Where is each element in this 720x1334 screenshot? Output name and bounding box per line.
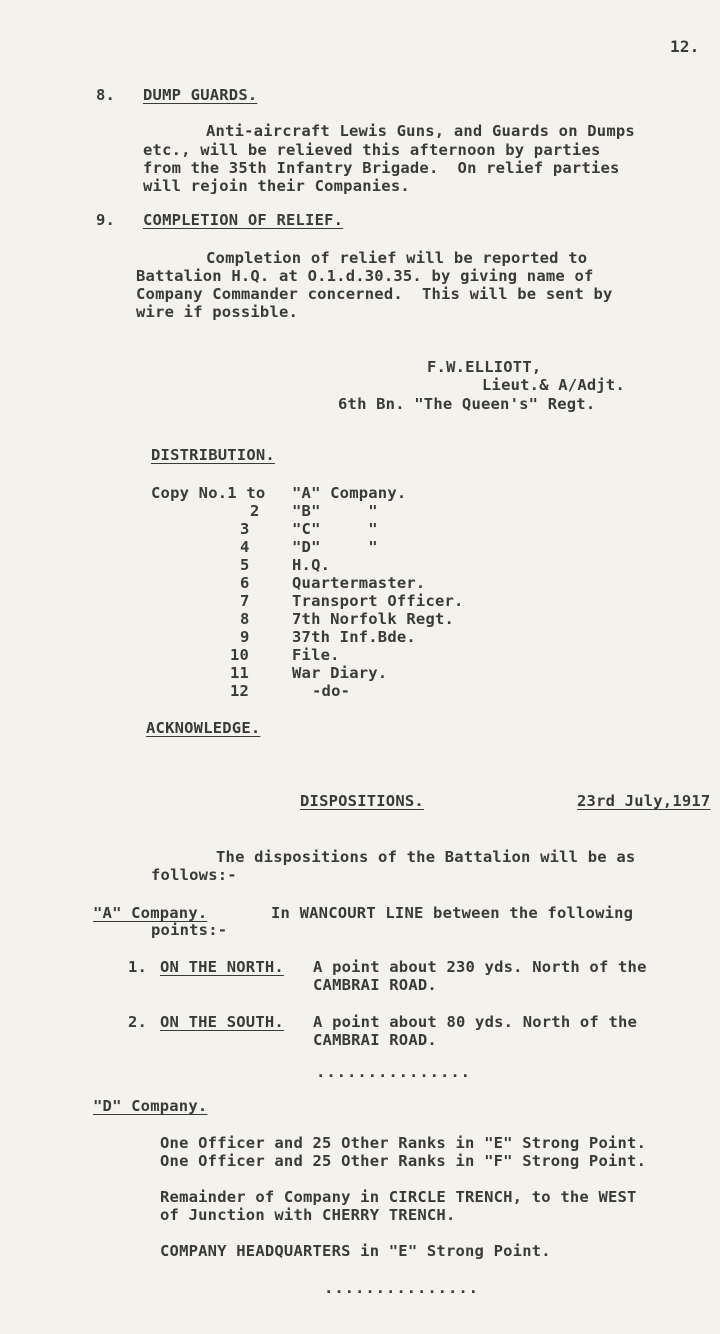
dispositions-title: DISPOSITIONS. [300, 792, 424, 810]
acknowledge-heading: ACKNOWLEDGE. [146, 719, 261, 737]
d-company-text: One Officer and 25 Other Ranks in "F" Strong Point. [160, 1152, 647, 1170]
d-company-label: "D" Company. [93, 1097, 208, 1115]
distribution-recipient: "A" Company. [292, 484, 407, 502]
signature-rank: Lieut.& A/Adjt. [482, 376, 625, 394]
distribution-recipient: Transport Officer. [292, 592, 464, 610]
a-company-text: points:- [151, 921, 228, 939]
point-label: ON THE SOUTH. [160, 1013, 284, 1031]
point-number: 1. [128, 958, 148, 976]
section-9-line: wire if possible. [136, 303, 299, 321]
section-9-line: Battalion H.Q. at O.1.d.30.35. by giving name of [136, 267, 594, 285]
distribution-recipient: "C" " [292, 520, 378, 538]
separator-dots: ............... [316, 1063, 471, 1081]
distribution-recipient: "D" " [292, 538, 378, 556]
signature-name: F.W.ELLIOTT, [427, 358, 542, 376]
distribution-copy-number: 12 [230, 682, 250, 700]
distribution-recipient: -do- [312, 682, 351, 700]
distribution-copy-number: 9 [240, 628, 250, 646]
distribution-copy-number: 4 [240, 538, 250, 556]
page-number: 12. [670, 37, 700, 56]
section-8-heading: DUMP GUARDS. [143, 86, 258, 104]
distribution-recipient: Quartermaster. [292, 574, 426, 592]
d-company-text: One Officer and 25 Other Ranks in "E" Strong Point. [160, 1134, 647, 1152]
section-8-number: 8. [96, 86, 116, 104]
a-company-text: In WANCOURT LINE between the following [271, 904, 634, 922]
distribution-recipient: 7th Norfolk Regt. [292, 610, 455, 628]
distribution-heading: DISTRIBUTION. [151, 446, 275, 464]
point-text: CAMBRAI ROAD. [313, 976, 437, 994]
dispositions-date: 23rd July,1917 [577, 792, 711, 810]
distribution-copy-number: 10 [230, 646, 250, 664]
distribution-copy-number: 11 [230, 664, 250, 682]
dispositions-intro: follows:- [151, 866, 237, 884]
distribution-recipient: "B" " [292, 502, 378, 520]
distribution-copy-number: 2 [250, 502, 260, 520]
point-number: 2. [128, 1013, 148, 1031]
section-8-line: will rejoin their Companies. [143, 177, 410, 195]
distribution-recipient: War Diary. [292, 664, 388, 682]
point-text: CAMBRAI ROAD. [313, 1031, 437, 1049]
section-8-line: Anti-aircraft Lewis Guns, and Guards on Dumps [206, 122, 635, 140]
distribution-recipient: File. [292, 646, 340, 664]
distribution-recipient: 37th Inf.Bde. [292, 628, 416, 646]
distribution-copy-number: 5 [240, 556, 250, 574]
a-company-label: "A" Company. [93, 904, 208, 922]
point-label: ON THE NORTH. [160, 958, 284, 976]
section-9-number: 9. [96, 211, 116, 229]
dispositions-intro: The dispositions of the Battalion will be as [216, 848, 636, 866]
section-8-line: from the 35th Infantry Brigade. On relief parties [143, 159, 620, 177]
section-9-line: Completion of relief will be reported to [206, 249, 588, 267]
distribution-copy-number: 6 [240, 574, 250, 592]
distribution-recipient: H.Q. [292, 556, 331, 574]
point-text: A point about 80 yds. North of the [313, 1013, 638, 1031]
section-9-heading: COMPLETION OF RELIEF. [143, 211, 344, 229]
point-text: A point about 230 yds. North of the [313, 958, 647, 976]
distribution-copy-number: 3 [240, 520, 250, 538]
separator-dots: ............... [324, 1279, 479, 1297]
d-company-text: of Junction with CHERRY TRENCH. [160, 1206, 456, 1224]
distribution-copy-number: 8 [240, 610, 250, 628]
section-8-line: etc., will be relieved this afternoon by parties [143, 141, 601, 159]
signature-unit: 6th Bn. "The Queen's" Regt. [338, 395, 596, 413]
section-9-line: Company Commander concerned. This will be sent by [136, 285, 613, 303]
distribution-copy-prefix: Copy No.1 to [151, 484, 266, 502]
d-company-text: Remainder of Company in CIRCLE TRENCH, to the WEST [160, 1188, 637, 1206]
d-company-text: COMPANY HEADQUARTERS in "E" Strong Point. [160, 1242, 551, 1260]
distribution-copy-number: 7 [240, 592, 250, 610]
